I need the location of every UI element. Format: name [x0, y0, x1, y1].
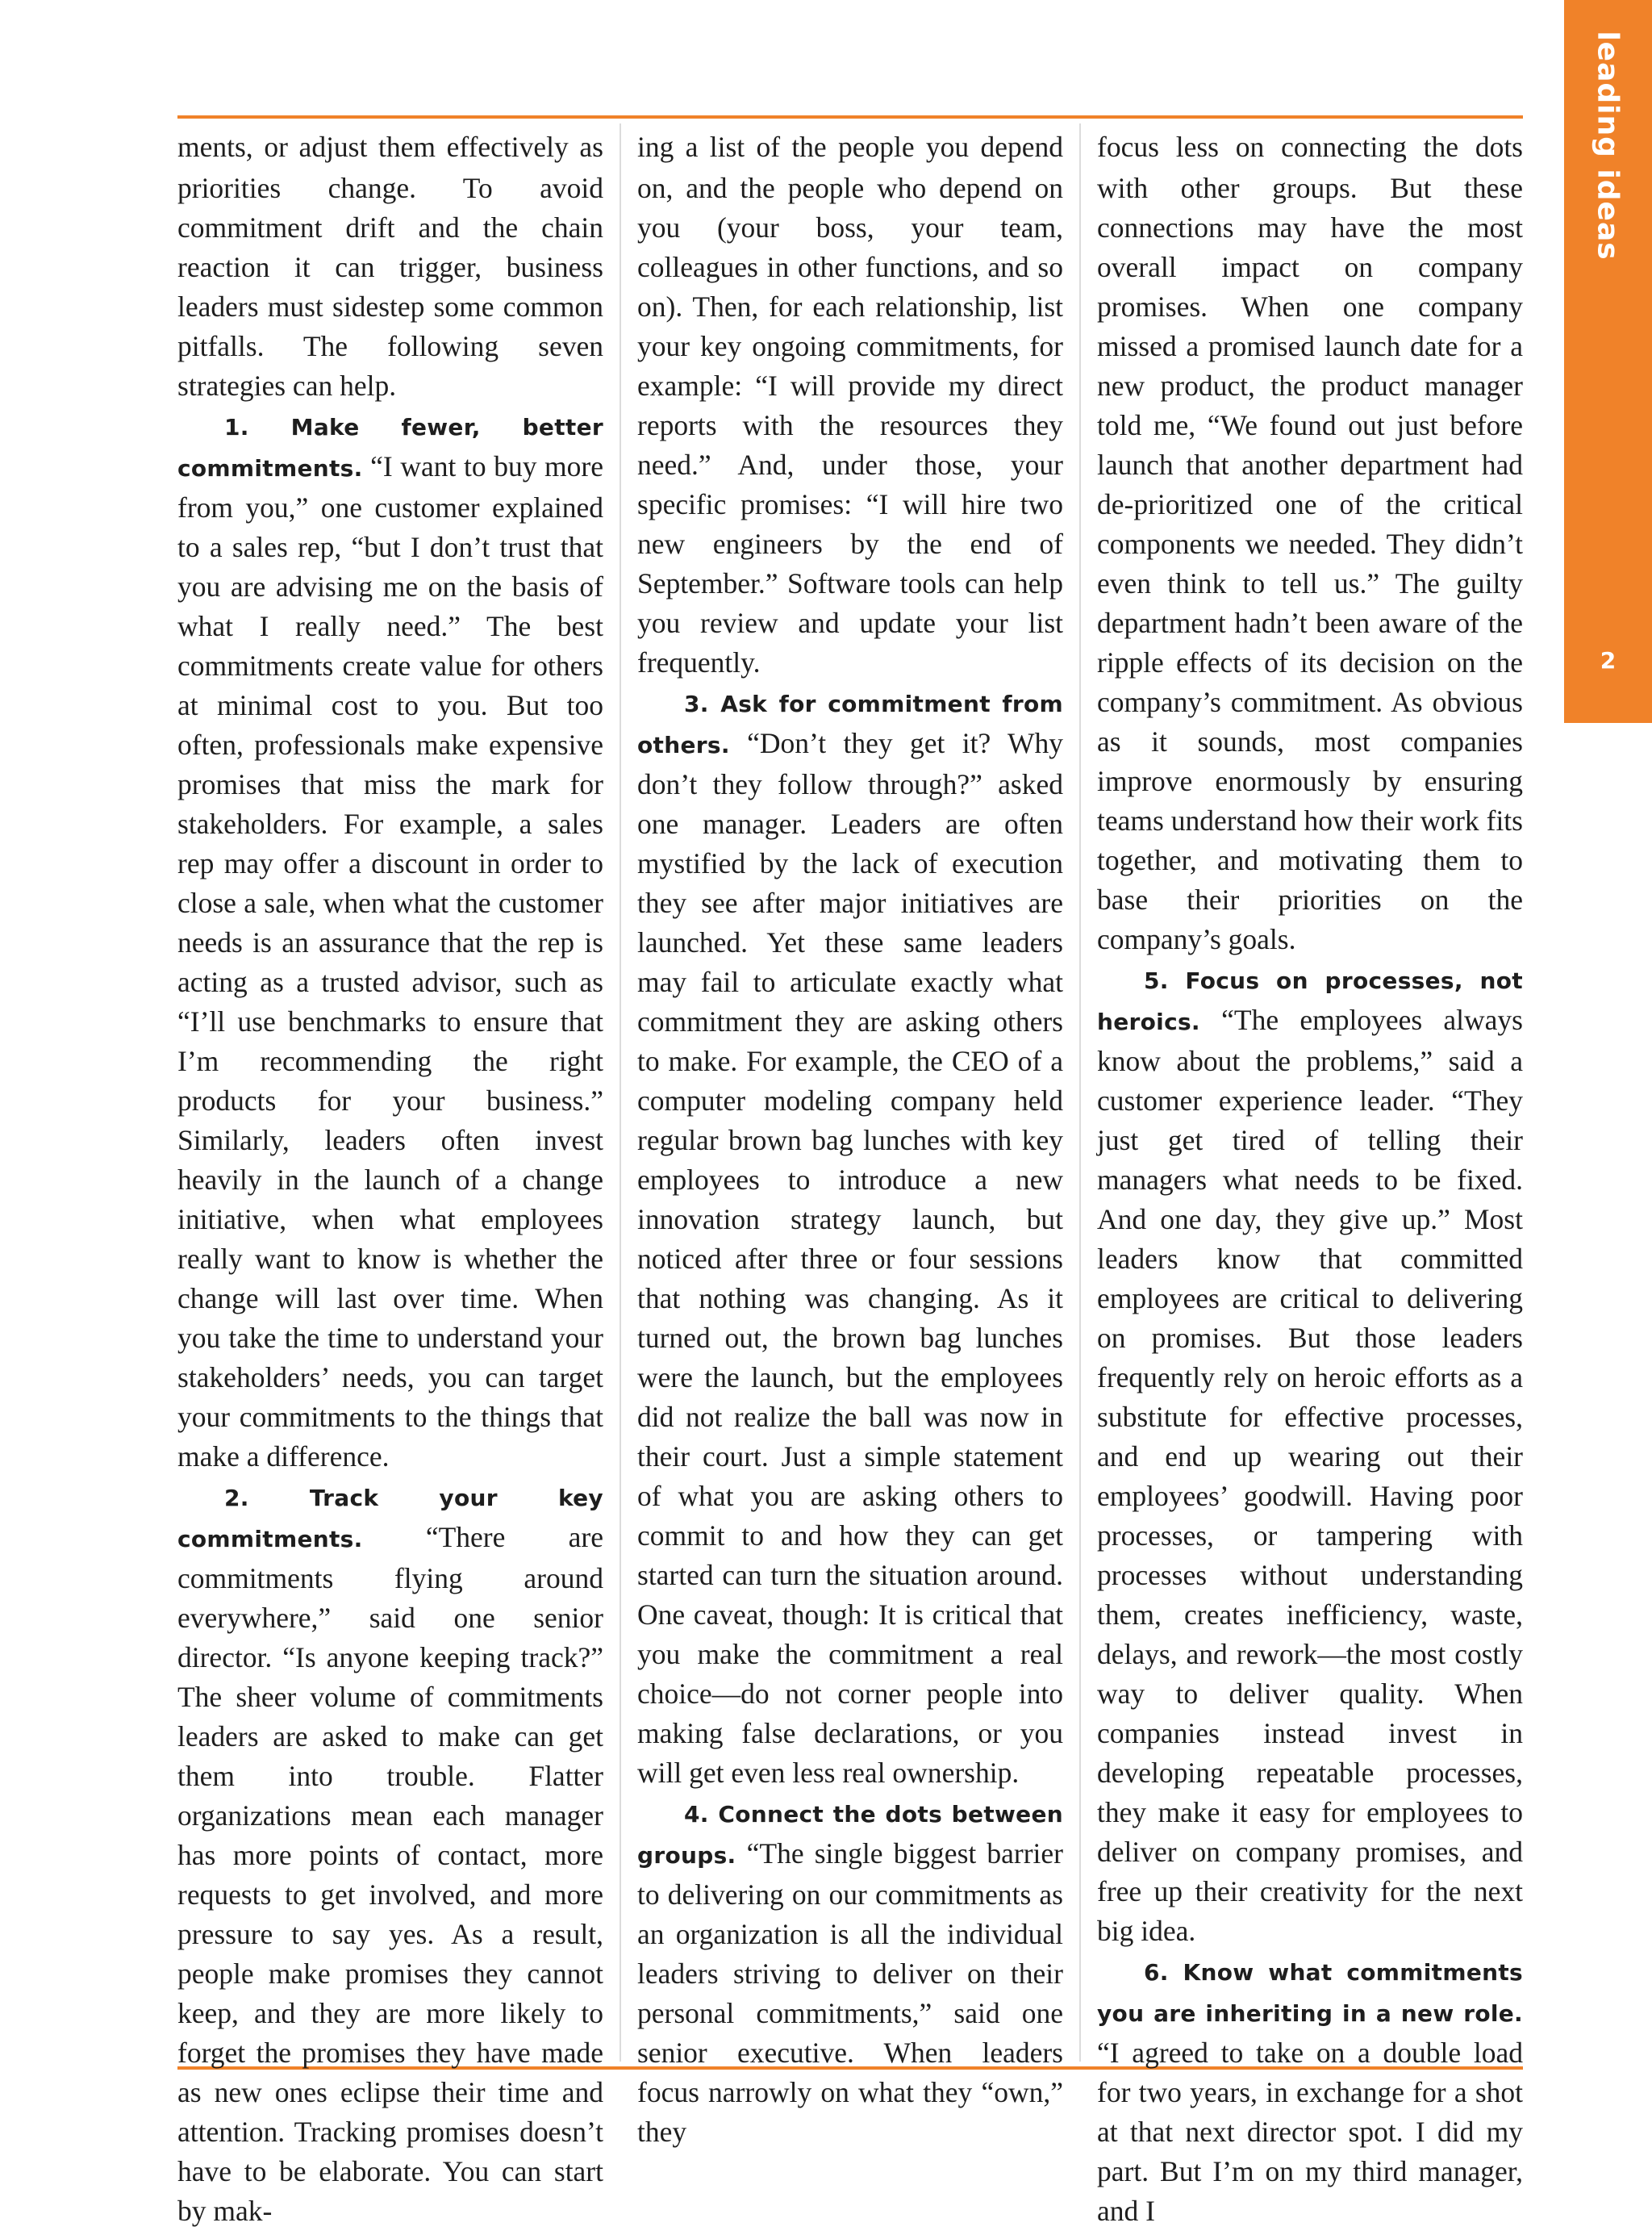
text-column-2	[637, 127, 1063, 2148]
paragraph	[637, 127, 1063, 683]
paragraph	[177, 127, 603, 406]
paragraph-text: “I agreed to take on a double load for two years, in exchange for a shot at that next director spot. I did my part. But I’m on my third manager, and I	[1097, 2037, 1523, 2227]
paragraph-heading: 6. Know what commitments you are inheriting in a new role.	[1097, 1959, 1523, 2027]
paragraph-heading: 5. Focus on processes, not heroics.	[1097, 967, 1523, 1035]
paragraph-text: “There are commitments flying around everywhere,” said one senior director. “Is anyone keeping track?” The sheer volume of commitments leaders are asked to make can get them into trouble. Flatter organizations mean each manager has more points of contact, more requests to get involved, and more pressure to say yes. As a result, people make promises they cannot keep, and they are more likely to forget the promises they have made as new ones eclipse their time and attention. Tracking promises doesn’t have to be elaborate. You can start by mak-	[177, 1521, 603, 2227]
paragraph	[1097, 959, 1523, 1951]
paragraph-heading: 4. Connect the dots between groups.	[637, 1801, 1063, 1869]
paragraph-text: “The single biggest barrier to delivering on our commitments as an organization is all the individual leaders striving to deliver on their personal commitments,” said one senior executive. When leaders focus narrowly on what they “own,” they	[637, 1837, 1063, 2148]
column-divider	[1079, 123, 1081, 2062]
paragraph-heading: 3. Ask for commitment from others.	[637, 691, 1063, 758]
text-column-3	[1097, 127, 1523, 2227]
paragraph-heading: 2. Track your key commitments.	[177, 1485, 603, 1552]
paragraph	[1097, 1951, 1523, 2231]
paragraph-text: ing a list of the people you depend on, and the people who depend on you (your boss, your team, colleagues in other functions, and so on). Then, for each relationship, list your key ongoing commitments, for example: “I will provide my direct reports with the resources they need.” And, under those, your specific promises: “I will hire two new engineers by the end of September.” Software tools can help you review and update your list frequently.	[637, 131, 1063, 679]
paragraph	[637, 683, 1063, 1793]
section-label	[1564, 0, 1652, 290]
column-divider	[620, 123, 621, 2062]
page-number: 2	[1600, 647, 1617, 674]
top-rule	[177, 115, 1523, 119]
paragraph-text: “The employees always know about the problems,” said a customer experience leader. “They just get tired of telling their managers what needs to be fixed. And one day, they give up.” Most leaders know that committed employees are critical to delivering on promises. But those leaders frequently rely on heroic efforts as a substitute for effective processes, and end up wearing out their employees’ goodwill. Having poor processes, or tampering with processes without understanding them, creates inefficiency, waste, delays, and rework—the most costly way to deliver quality. When companies instead invest in developing repeatable processes, they make it easy for employees to deliver on company promises, and free up their creativity for the next big idea.	[1097, 1004, 1523, 1947]
paragraph	[1097, 127, 1523, 959]
paragraph	[177, 406, 603, 1477]
paragraph-text: ments, or adjust them effectively as priorities change. To avoid commitment drift and the chain reaction it can trigger, business leaders must sidestep some common pitfalls. The following seven strategies can help.	[177, 131, 603, 402]
paragraph	[637, 1793, 1063, 2152]
section-label-text: leading ideas	[1592, 30, 1625, 261]
paragraph-text: “I want to buy more from you,” one customer explained to a sales rep, “but I don’t trust that you are advising me on the basis of what I really need.” The best commitments create value for others at minimal cost to you. But too often, professionals make expensive promises that miss the mark for stakeholders. For example, a sales rep may offer a discount in order to close a sale, when what the customer needs is an assurance that the rep is acting as a trusted advisor, such as “I’ll use benchmarks to ensure that I’m recommending the right products for your business.” Similarly, leaders often invest heavily in the launch of a change initiative, when what employees really want to know is whether the change will last over time. When you take the time to understand your stakeholders’ needs, you can target your commitments to the things that make a difference.	[177, 450, 603, 1473]
paragraph	[177, 1477, 603, 2231]
paragraph-text: “Don’t they get it? Why don’t they follow through?” asked one manager. Leaders are often mystified by the lack of execution they see after major initiatives are launched. Yet these same leaders may fail to articulate exactly what commitment they are asking others to make. For example, the CEO of a computer modeling company held regular brown bag lunches with key employees to introduce a new innovation strategy launch, but noticed after three or four sessions that nothing was changing. As it turned out, the brown bag lunches were the launch, but the employees did not realize the ball was now in their court. Just a simple statement of what you are asking others to commit to and how they can get started can turn the situation around. One caveat, though: It is critical that you make the commitment a real choice—do not corner people into making false declarations, or you will get even less real ownership.	[637, 727, 1063, 1789]
paragraph-heading: 1. Make fewer, better commitments.	[177, 414, 603, 482]
text-column-1	[177, 127, 603, 2227]
paragraph-text: focus less on connecting the dots with other groups. But these connections may have the most overall impact on company promises. When one company missed a promised launch date for a new product, the product manager told me, “We found out just before launch that another department had de-prioritized one of the critical components we needed. They didn’t even think to tell us.” The guilty department hadn’t been aware of the ripple effects of its decision on the company’s commitment. As obvious as it sounds, most companies improve enormously by ensuring teams understand how their work fits together, and motivating them to base their priorities on the company’s goals.	[1097, 131, 1523, 955]
